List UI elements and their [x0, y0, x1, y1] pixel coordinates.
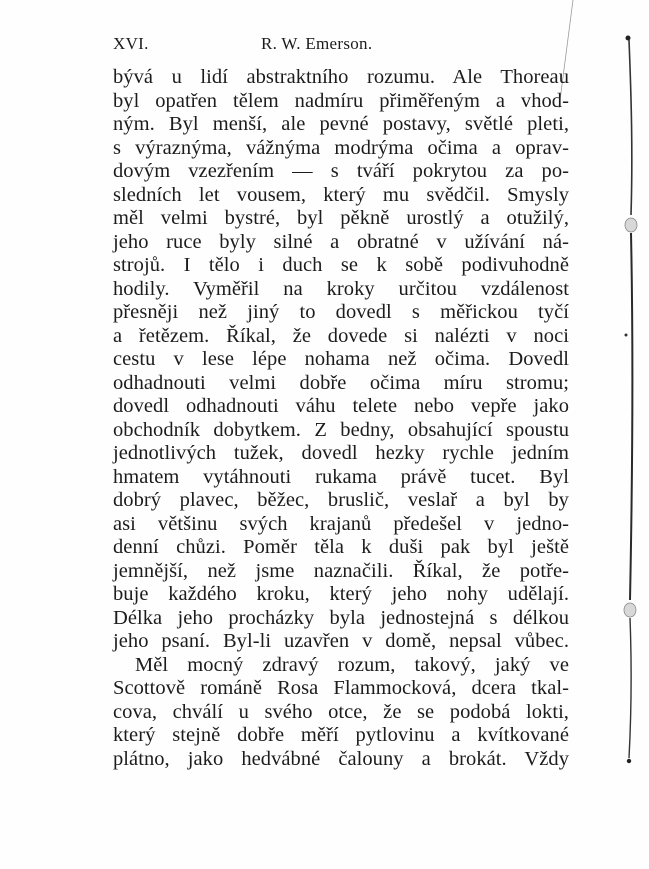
text-line: dovedl odhadnouti váhu telete nebo vepře jako	[113, 395, 569, 417]
text-line: cova, chválí u svého otce, že se podobá lokti,	[113, 700, 569, 723]
text-line: buje každého kroku, který jeho nohy udělají.	[113, 583, 569, 605]
text-line: dobrý plavec, běžec, bruslič, veslař a byl by	[113, 489, 569, 511]
text-line: jednotlivých tužek, dovedl hezky rychle jedním	[113, 442, 569, 464]
text-line: přesněji než jiný to dovedl s měřickou tyčí	[113, 301, 569, 323]
text-line: odhadnouti velmi dobře očima míru stromu;	[113, 371, 569, 394]
text-line: měl velmi bystré, byl pěkně urostlý a otužilý,	[113, 207, 569, 229]
text-line: Scottově románě Rosa Flammocková, dcera tkal-	[113, 677, 569, 699]
page-number: XVI.	[113, 34, 149, 53]
text-line: sledních let vousem, který mu svědčil. Smysly	[113, 183, 569, 206]
body-text	[113, 66, 569, 771]
text-line: plátno, jako hedvábné čalouny a brokát. Vždy	[113, 747, 569, 770]
text-line: dovým vzezřením — s tváří pokrytou za po-	[113, 160, 569, 182]
text-line: s výraznýma, vážnýma modrýma očima a oprav-	[113, 136, 569, 159]
text-line: hmatem vytáhnouti rukama právě tucet. Byl	[113, 465, 569, 488]
text-line: byl opatřen tělem nadmíru přiměřeným a vhod-	[113, 89, 569, 112]
running-head	[113, 34, 568, 56]
text-line: obchodník dobytkem. Z bedny, obsahující spoustu	[113, 418, 569, 441]
text-line: jemnější, než jsme naznačili. Říkal, že potře-	[113, 559, 569, 582]
text-line: a řetězem. Říkal, že dovede si nalézti v noci	[113, 324, 569, 347]
binding-thread	[629, 30, 633, 770]
text-line: denní chůzi. Poměr těla k duši pak byl ještě	[113, 536, 569, 558]
text-line: asi většinu svých krajanů předešel v jedno-	[113, 512, 569, 535]
text-line-paragraph-start: Měl mocný zdravý rozum, takový, jaký ve	[135, 653, 569, 676]
text-line: bývá u lidí abstraktního rozumu. Ale Thoreau	[113, 66, 569, 88]
text-line: ným. Byl menší, ale pevné postavy, světlé pleti,	[113, 113, 569, 135]
text-line: který stejně dobře měří pytlovinu a kvítkované	[113, 724, 569, 746]
text-line: strojů. I tělo i duch se k sobě podivuhodně	[113, 254, 569, 276]
text-line: cestu v lese lépe nohama než očima. Dovedl	[113, 348, 569, 370]
running-head-title: R. W. Emerson.	[261, 34, 373, 53]
text-line: Délka jeho procházky byla jednostejná s délkou	[113, 606, 569, 629]
text-line: jeho ruce byly silné a obratné v užívání ná-	[113, 230, 569, 253]
text-line: jeho psaní. Byl-li uzavřen v domě, nepsal vůbec.	[113, 630, 569, 652]
text-line: hodily. Vyměřil na kroky určitou vzdálenost	[113, 277, 569, 300]
